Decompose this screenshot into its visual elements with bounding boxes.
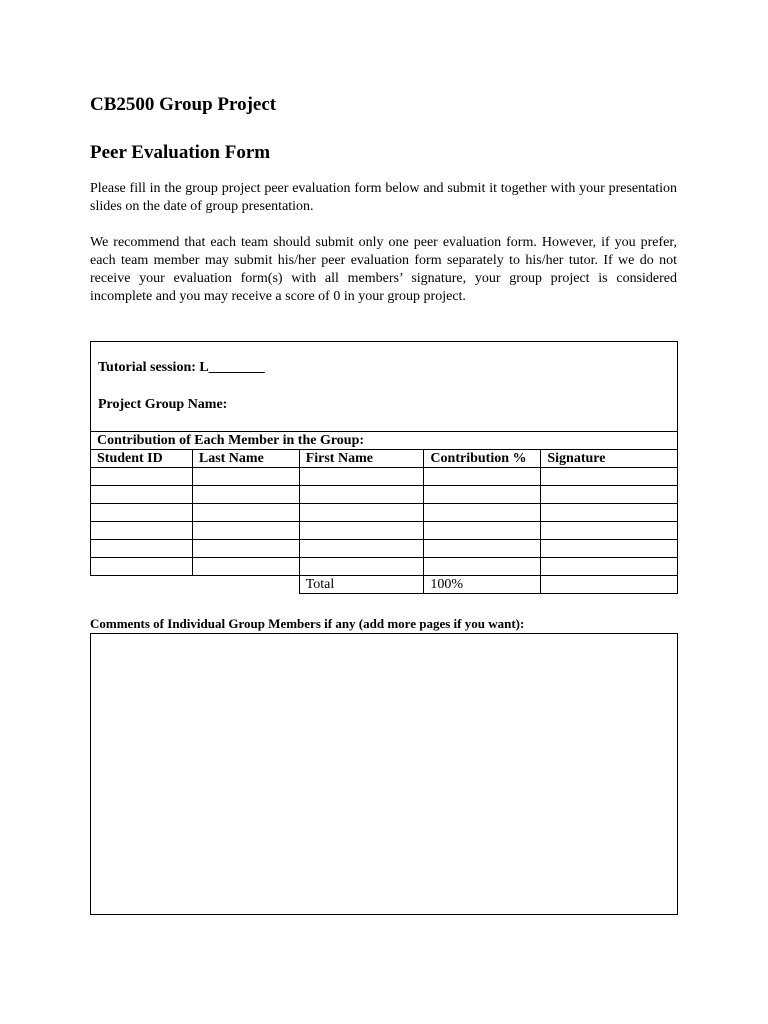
student-id-cell[interactable]	[91, 558, 193, 576]
signature-cell[interactable]	[541, 486, 678, 504]
last-name-cell[interactable]	[192, 468, 299, 486]
group-info-box	[90, 341, 678, 432]
contribution-table	[90, 431, 678, 594]
table-row	[91, 540, 678, 558]
table-row	[91, 522, 678, 540]
signature-cell[interactable]	[541, 540, 678, 558]
contribution-caption: Contribution of Each Member in the Group:	[91, 432, 678, 450]
total-signature-cell[interactable]	[541, 576, 678, 594]
contribution-cell[interactable]	[424, 558, 541, 576]
empty-cell	[91, 576, 193, 594]
first-name-cell[interactable]	[299, 486, 424, 504]
total-label: Total	[299, 576, 424, 594]
student-id-cell[interactable]	[91, 504, 193, 522]
table-row	[91, 504, 678, 522]
signature-cell[interactable]	[541, 504, 678, 522]
total-value: 100%	[424, 576, 541, 594]
last-name-cell[interactable]	[192, 558, 299, 576]
table-row	[91, 558, 678, 576]
first-name-cell[interactable]	[299, 504, 424, 522]
signature-cell[interactable]	[541, 522, 678, 540]
instructions-paragraph: Please fill in the group project peer evaluation form below and submit it together with your presentation slides on the date of group presentation.	[90, 181, 677, 214]
first-name-cell[interactable]	[299, 540, 424, 558]
table-row	[91, 486, 678, 504]
contribution-cell[interactable]	[424, 522, 541, 540]
contribution-cell[interactable]	[424, 540, 541, 558]
total-row	[91, 576, 678, 594]
column-header-student-id: Student ID	[91, 450, 193, 468]
student-id-cell[interactable]	[91, 486, 193, 504]
student-id-cell[interactable]	[91, 540, 193, 558]
table-header-row	[91, 450, 678, 468]
signature-cell[interactable]	[541, 468, 678, 486]
table-row	[91, 468, 678, 486]
last-name-cell[interactable]	[192, 522, 299, 540]
empty-cell	[192, 576, 299, 594]
column-header-first-name: First Name	[299, 450, 424, 468]
signature-cell[interactable]	[541, 558, 678, 576]
last-name-cell[interactable]	[192, 504, 299, 522]
student-id-cell[interactable]	[91, 522, 193, 540]
contribution-cell[interactable]	[424, 504, 541, 522]
project-group-name-field[interactable]: Project Group Name:	[98, 397, 228, 412]
last-name-cell[interactable]	[192, 486, 299, 504]
comments-label: Comments of Individual Group Members if any (add more pages if you want):	[90, 616, 525, 631]
last-name-cell[interactable]	[192, 540, 299, 558]
document-title: CB2500 Group Project	[90, 94, 277, 115]
first-name-cell[interactable]	[299, 558, 424, 576]
tutorial-session-field[interactable]: Tutorial session: L________	[98, 360, 265, 375]
first-name-cell[interactable]	[299, 522, 424, 540]
column-header-last-name: Last Name	[192, 450, 299, 468]
form-subtitle: Peer Evaluation Form	[90, 142, 271, 163]
recommendation-paragraph: We recommend that each team should submit only one peer evaluation form. However, if you prefer, each team member may submit his/her peer evaluation form separately to his/her tutor. If we do not receive your evaluation form(s) with all members’ signature, your group project is considered incomplete and you may receive a score of 0 in your group project.	[90, 235, 677, 304]
first-name-cell[interactable]	[299, 468, 424, 486]
contribution-cell[interactable]	[424, 468, 541, 486]
column-header-signature: Signature	[541, 450, 678, 468]
student-id-cell[interactable]	[91, 468, 193, 486]
comments-field[interactable]	[90, 633, 678, 915]
contribution-cell[interactable]	[424, 486, 541, 504]
column-header-contribution: Contribution %	[424, 450, 541, 468]
